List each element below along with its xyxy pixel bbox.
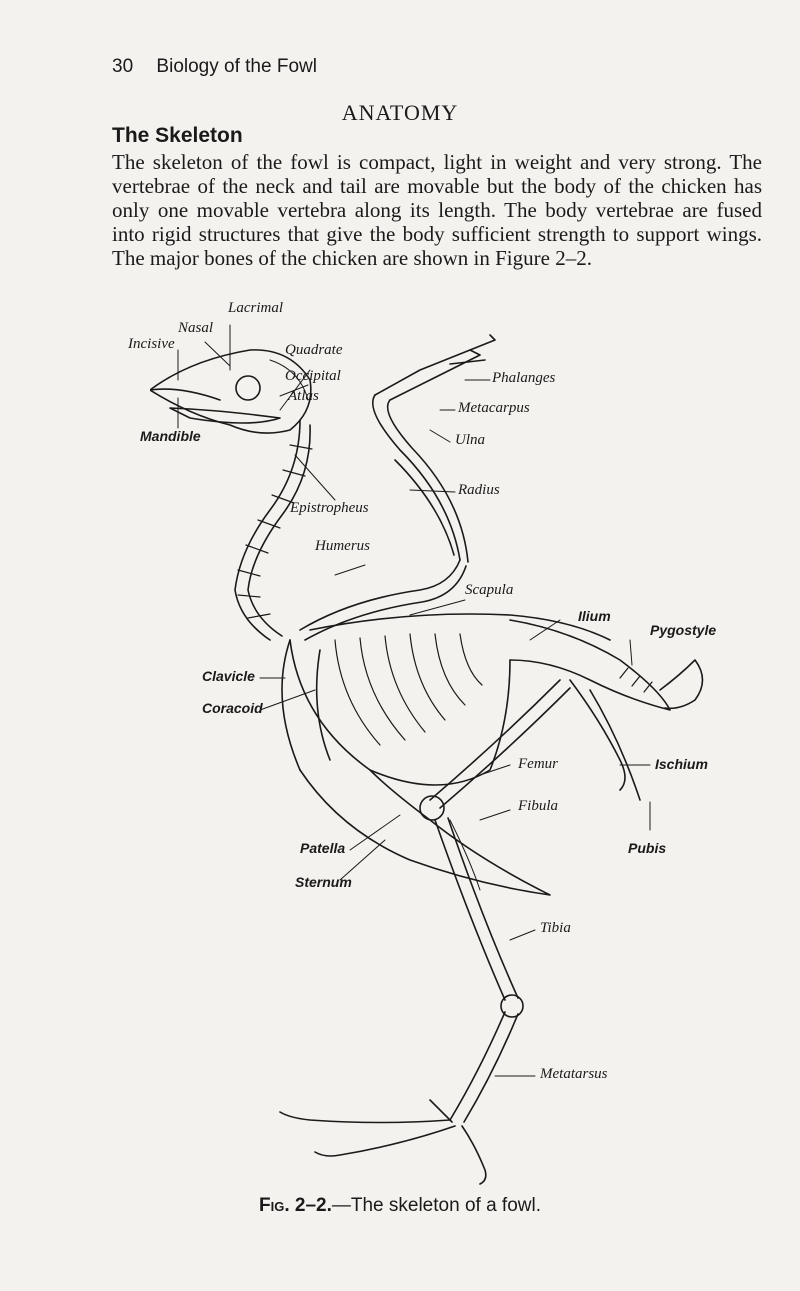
label-patella: Patella [300,840,346,856]
running-title: Biology of the Fowl [156,56,317,77]
skeleton-figure [128,300,730,1200]
label-sternum: Sternum [295,874,352,890]
label-mandible: Mandible [140,428,201,444]
label-pygostyle: Pygostyle [650,622,717,638]
label-lacrimal: Lacrimal [228,300,284,316]
metacarpus-bone [375,350,480,400]
tibia-bone [435,820,505,1000]
label-ischium: Ischium [655,756,708,772]
label-incisive: Incisive [128,336,175,352]
label-humerus: Humerus [315,538,370,554]
section-title: ANATOMY [341,100,459,125]
label-femur: Femur [518,756,558,772]
body-paragraph: The skeleton of the fowl is compact, light in weight and very strong. The vertebrae of the neck and tail are movable but the body of the chicken has only one movable vertebra along its length. The body vertebrae are fused into rigid structures that give the body sufficient strength to support wings. The major bones of the chicken are shown in Figure 2–2. [112,150,762,270]
skeleton-illustration [150,300,730,1200]
label-fibula: Fibula [518,798,558,814]
label-coracoid: Coracoid [202,700,263,716]
femur-bone [430,680,560,800]
coracoid-bone [317,650,330,760]
beak-upper [150,389,220,400]
label-quadrate: Quadrate [285,342,343,358]
label-clavicle: Clavicle [202,668,255,684]
neck-vertebrae [235,420,300,640]
page-number: 30 [112,56,134,77]
pubis-bone [590,690,640,800]
pygostyle-bone [660,660,703,708]
caption-text: —The skeleton of a fowl. [331,1195,541,1216]
clavicle-bone [282,640,300,770]
running-header [112,56,317,78]
ribcage [290,640,510,785]
eye-orbit [236,376,260,400]
ischium-bone [570,680,625,790]
figure-caption [0,1195,800,1217]
figure-label: Fig. 2–2. [259,1195,332,1216]
label-metacarpus: Metacarpus [458,400,530,416]
phalanges-bone [450,335,495,364]
metatarsus-bone [450,1012,505,1120]
label-epistropheus: Epistropheus [290,500,369,516]
toes [280,1112,450,1123]
label-atlas: Atlas [288,388,319,404]
label-nasal: Nasal [178,320,214,336]
label-phalanges: Phalanges [492,370,556,386]
label-metatarsus: Metatarsus [540,1066,608,1082]
label-pubis: Pubis [628,840,667,856]
ilium-bone [510,620,670,710]
label-scapula: Scapula [465,582,514,598]
subheading: The Skeleton [112,124,243,147]
label-tibia: Tibia [540,920,571,936]
label-occipital: Occipital [285,368,341,384]
label-ulna: Ulna [455,432,485,448]
label-ilium: Ilium [578,608,611,624]
label-radius: Radius [458,482,500,498]
